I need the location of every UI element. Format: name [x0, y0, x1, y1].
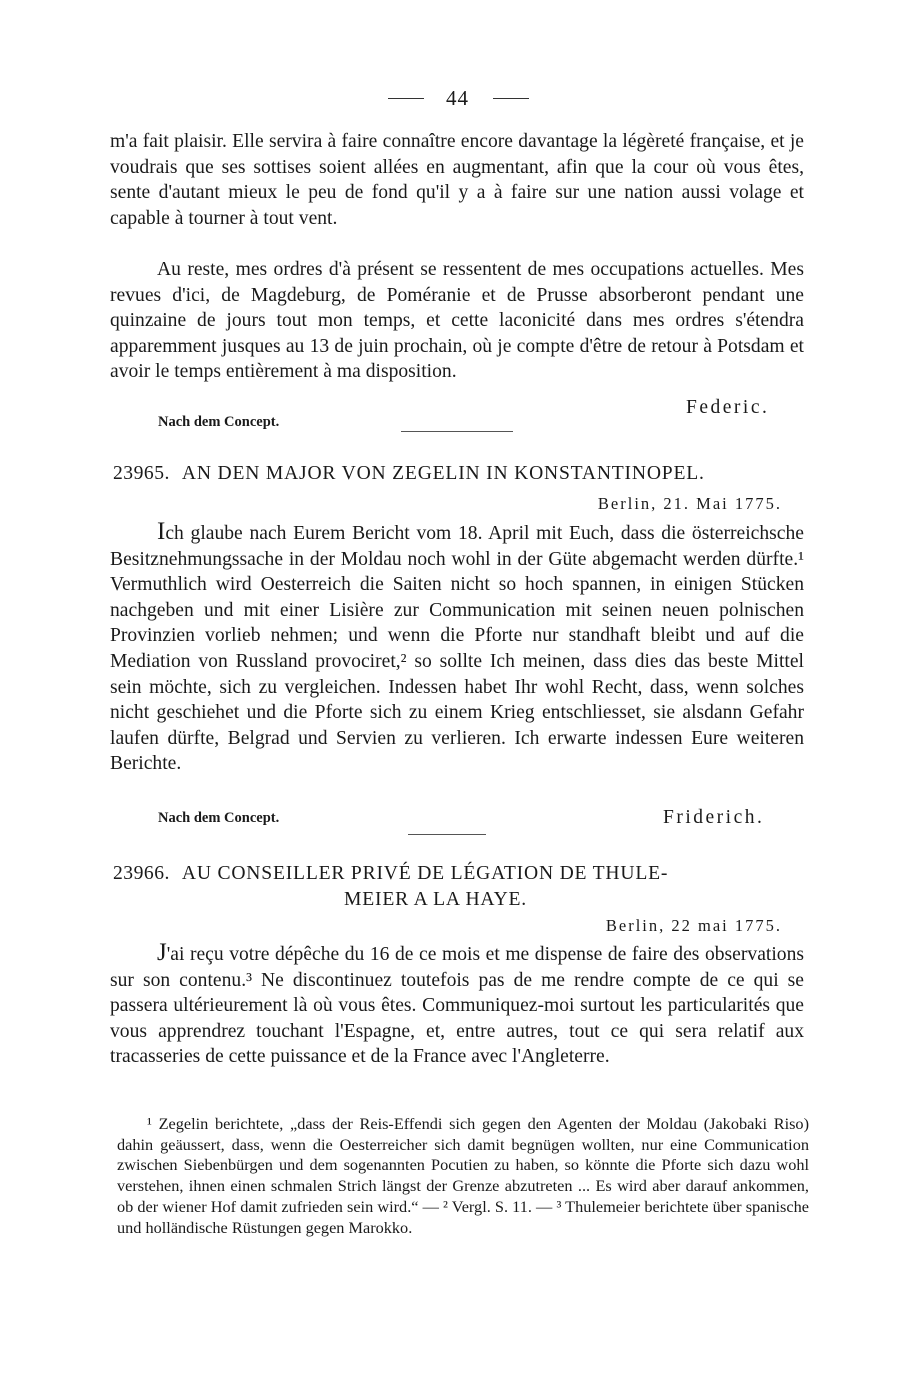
letter-body [110, 518, 804, 777]
letter-dateline: Berlin, 21. Mai 1775. [597, 494, 782, 513]
initial-letter: I [157, 518, 166, 545]
signature: Friderich. [663, 807, 765, 828]
letter-heading-continued: MEIER A LA HAYE. [344, 889, 527, 910]
letter-dateline: Berlin, 22 mai 1775. [605, 916, 782, 935]
separator-rule [408, 834, 486, 835]
letter-body-text: ch glaube nach Eurem Bericht vom 18. April mit Euch, dass die österreichsche Besitznehmungssache in der Moldau noch wohl in der Güte abgemacht werden dürfte.¹ Vermuthlich wird Oesterreich die Saiten nicht so hoch spannen, in einigen Stücken nachgeben und mit einer Lisière zur Communication mit seinen neuen polnischen Provinzien vorlieb nehmen; und wenn die Pforte nur standhaft bleibt und auf die Mediation von Russland provociret,² so sollte Ich meinen, dass dies das beste Mittel sein möchte, sich zu vergleichen. Indessen habet Ihr wohl Recht, dass, wenn solches nicht geschiehet und die Pforte sich zu einem Krieg entschliesset, sie alsdann Gefahr laufen dürfte, Belgrad und Servien zu verlieren. Ich erwarte indessen Eure weiteren Berichte. [110, 523, 804, 775]
header-rule-right [493, 98, 529, 99]
initial-letter: J [157, 939, 167, 966]
letter-continuation-text: m'a fait plaisir. Elle servira à faire connaître encore davantage la légèreté française, et je voudrais que ses sottises soient allées en augmentant, afin que la cour où vous êtes, sente d'autant mieux le peu de fond qu'il y a à faire sur une nation aussi volage et capable à tourner à tout vent. [110, 131, 804, 229]
letter-heading [113, 861, 803, 887]
header-rule-left [388, 98, 424, 99]
letter-number: 23965. [113, 463, 170, 484]
letter-addressee: AN DEN MAJOR VON ZEGELIN IN KONSTANTINOPEL. [181, 463, 705, 484]
separator-rule [401, 431, 513, 432]
page-number: 44 [446, 86, 469, 110]
source-note: Nach dem Concept. [158, 414, 280, 430]
letter-number: 23966. [113, 863, 170, 884]
source-note: Nach dem Concept. [158, 810, 280, 826]
letter-heading [113, 461, 803, 487]
footnotes: ¹ Zegelin berichtete, „dass der Reis-Effendi sich gegen den Agenten der Moldau (Jakobaki Riso) dahin geäussert, dass, wenn die Oesterreicher sich damit begnügen wollten, nur eine Communication zwischen Siebenbürgen und dem sogenannten Pocutien zu haben, so könnte die Pforte sich dazu wohl verstehen, ihnen einen schmalen Strich längst der Grenze abzutreten ... Es wird aber darauf ankommen, ob der wiener Hof damit zufrieden sein wird.“ — ² Vergl. S. 11. — ³ Thulemeier berichtete über spanische und holländische Rüstungen gegen Marokko. [117, 1114, 809, 1237]
signature: Federic. [686, 397, 770, 418]
letter-body [110, 939, 804, 1070]
page-header [0, 86, 900, 110]
letter-addressee: AU CONSEILLER PRIVÉ DE LÉGATION DE THULE- [181, 863, 669, 884]
letter-continuation-paragraph: Au reste, mes ordres d'à présent se ressentent de mes occupations actuelles. Mes revues d'ici, de Magdeburg, de Poméranie et de Prusse absorberont pendant une quinzaine de jours tout mon temps, et cette laconicité dans mes ordres s'étendra apparemment jusques au 13 de juin prochain, où je compte d'être de retour à Potsdam et avoir le temps entièrement à ma disposition. [110, 259, 804, 383]
letter-body-text: 'ai reçu votre dépêche du 16 de ce mois et me dispense de faire des observations sur son contenu.³ Ne discontinuez toutefois pas de me rendre compte de ce qui se passera ultérieurement là où vous êtes. Communiquez-moi surtout les particularités que vous apprendrez touchant l'Espagne, et, entre autres, tout ce qui sera relatif aux tracasseries de cette puissance et de la France avec l'Angleterre. [110, 944, 804, 1068]
